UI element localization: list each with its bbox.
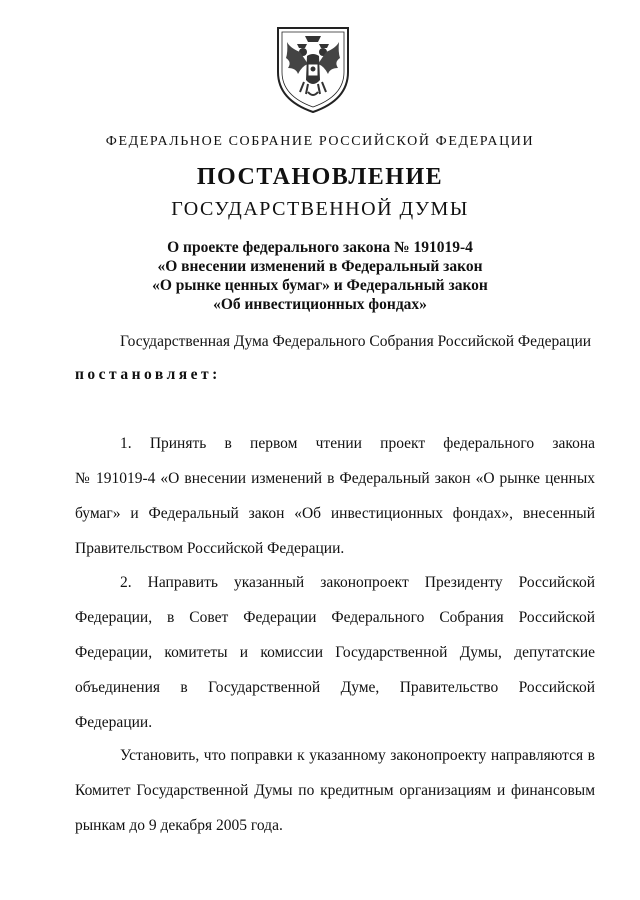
russian-coat-of-arms-icon <box>274 22 352 114</box>
paragraph-line: рынкам до 9 декабря 2005 года. <box>75 817 283 834</box>
federal-assembly-heading: ФЕДЕРАЛЬНОЕ СОБРАНИЕ РОССИЙСКОЙ ФЕДЕРАЦИИ <box>105 134 535 149</box>
paragraph-item-1 <box>75 426 595 566</box>
paragraph-line: 1. Принять в первом чтении проект федерального закона <box>120 435 595 452</box>
paragraph-line: объединения в Государственной Думе, Правительство Российской <box>75 679 595 696</box>
paragraph-line: бумаг» и Федеральный закон «Об инвестиционных фондах», внесенный <box>75 505 595 522</box>
bill-title-line: «Об инвестиционных фондах» <box>213 296 427 313</box>
paragraph-line: Правительством Российской Федерации. <box>75 540 345 557</box>
preamble: Государственная Дума Федерального Собрания Российской Федерации <box>120 333 592 350</box>
paragraph-line: Федерации, в Совет Федерации Федерального Собрания Российской <box>75 609 595 626</box>
bill-title-line: «О внесении изменений в Федеральный закон <box>157 258 483 275</box>
paragraph-item-2 <box>75 565 595 740</box>
paragraph-line: Федерации, комитеты и комиссии Государственной Думы, депутатские <box>75 644 595 661</box>
paragraph-line: № 191019-4 «О внесении изменений в Федеральный закон «О рынке ценных <box>75 470 595 487</box>
paragraph-line: Комитет Государственной Думы по кредитным организациям и финансовым <box>75 782 595 799</box>
paragraph-line: Установить, что поправки к указанному законопроекту направляются в <box>120 747 595 764</box>
paragraph-item-3 <box>75 738 595 843</box>
document-subtitle: ГОСУДАРСТВЕННОЙ ДУМЫ <box>171 198 469 220</box>
bill-title <box>0 238 640 314</box>
document-title: ПОСТАНОВЛЕНИЕ <box>196 164 444 190</box>
coat-of-arms-emblem <box>274 22 352 114</box>
bill-title-line: О проекте федерального закона № 191019-4 <box>167 239 473 256</box>
decree-word: постановляет: <box>75 366 221 383</box>
bill-title-line: «О рынке ценных бумаг» и Федеральный закон <box>152 277 488 294</box>
paragraph-line: 2. Направить указанный законопроект Президенту Российской <box>120 574 595 591</box>
paragraph-line: Федерации. <box>75 714 153 731</box>
